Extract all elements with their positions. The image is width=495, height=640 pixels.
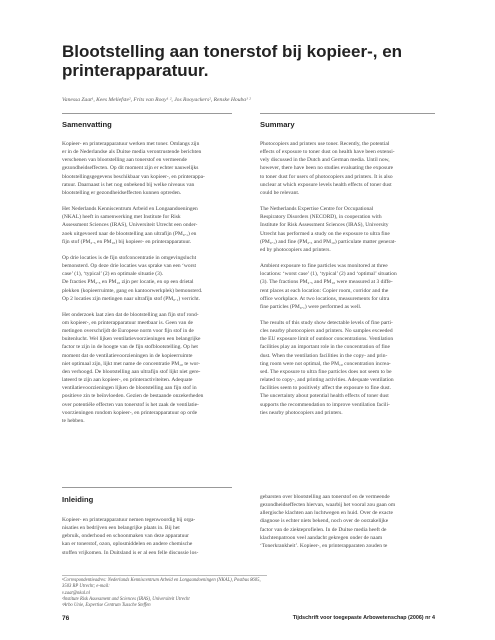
- footnotes: ¹Correspondentieadres: Nederlands Kenniscentrum Arbeid en Longaandoeningen (NKAL), Postbus 8605, 3503 RP Utrecht; e-mail: v.zaat@nkal.nl ²Institute Risk Assessment and Sciences (IRAS), Universiteit Utrecht ³Arbo Unie, Expertise Centrum Tussche Steffen: [62, 578, 261, 609]
- summary-en-column: [260, 140, 460, 425]
- summary-nl-paragraph: Het Nederlands Kenniscentrum Arbeid en Longaandoeningen (NKAL) heeft in samenwerking met Institute for Risk Assessment Sciences (IRAS), Universiteit Utrecht een onder- zoek uitgevoerd naar de blootstelling aan ultrafijn (PM₀.₁) en fijn stof (PM₂.₅ en PM₁₀) bij kopieer- en printerapparatuur.: [62, 206, 198, 245]
- heading-summary: Summary: [260, 120, 295, 129]
- rule-summary-nl: [62, 113, 232, 114]
- author-line: Vanessa Zaat¹, Kees Meliefste², Frits van Rooy¹ ², Jos Rooyackers², Renske Houba¹ ²: [62, 97, 251, 103]
- summary-nl-column: [62, 140, 262, 433]
- intro-left-column: [62, 516, 262, 565]
- intro-right-column: [260, 493, 460, 558]
- article-title: Blootstelling aan tonerstof bij kopieer-, en printerapparatuur.: [62, 42, 403, 80]
- intro-paragraph: gebarsten over blootstelling aan tonerstof en de vermeende gezondheidseffecten hiervan, waarbij het vooral zou gaan om allergische klachten aan luchtwegen en huid. Over de exacte diagnose is echter niets bekend, noch over de oorzakelijke factor van de ziekteprofielen. In de Duitse media heeft de klachtenpatroon veel aandacht gekregen onder de naam ‘Tonerkrankheit’. Kopieer-, en printerapparaten zouden te: [260, 494, 396, 549]
- footnote-rule: [62, 575, 267, 576]
- top-band: [0, 0, 495, 14]
- heading-inleiding: Inleiding: [62, 495, 94, 504]
- summary-en-paragraph: Photocopiers and printers use toner. Recently, the potential effects of exposure to toner dust on health have been extensi- vely discussed in the Dutch and German media. Until now, however, there have been no studies evaluating the exposure to toner dust for users of photocopiers and printers. It is also unclear at which exposure levels health effects of toner dust could be relevant.: [260, 141, 395, 196]
- heading-samenvatting: Samenvatting: [62, 120, 112, 129]
- intro-paragraph: Kopieer- en printerapparatuur nemen tegenwoordig bij orga- nisaties en bedrijven een belangrijke plaats in. Bij het gebruik, onderhoud en schoonmaken van deze apparatuur kan er tonerstof, ozon, oplosmiddelen en andere chemische stoffen vrijkomen. In Duitsland is er al een felle discussie los-: [62, 517, 199, 556]
- page-number: 76: [62, 615, 70, 622]
- summary-nl-paragraph: Kopieer- en printerapparatuur werken met toner. Omlangs zijn er in de Nederlandse als Duitse media verontrustende berichten verschenen van blootstelling aan tonerstof en vermeende gezondheidseffecten. Op dit moment zijn er echter nauwelijks blootstellingsgegevens beschikbaar van kopieer-, en printerappa- ratuur. Daarnaast is het nog onbekend bij welke niveaus van blootstelling er gezondheidseffecten kunnen optreden.: [62, 141, 205, 196]
- summary-nl-paragraph: Op drie locaties is de fijn stofconcentratie in omgevingslucht bemonsterd. Op deze drie locaties was sprake van een ‘worst case’ (1), ‘typical’ (2) en optimale situatie (3). De fracties PM₂.₅ en PM₁₀ zijn per locatie, en op een drietal plekken (kopieerruimte, gang en kantoorwerkplek) bemonsterd. Op 2 locaties zijn metingen naar ultrafijn stof (PM₀.₁) verricht.: [62, 254, 203, 302]
- rule-inleiding: [62, 487, 232, 488]
- summary-en-paragraph: Ambient exposure to fine particles was monitored at three locations: ‘worst case’ (1), ‘typical’ (2) and ‘optimal’ situation (3). The fractions PM₂.₅ and PM₁₀ were measured at 3 diffe- rent places at each location: Copier room, corridor and the office workplace. At two locations, measurements for ultra fine particles (PM₀.₁) were performed as well.: [260, 263, 397, 310]
- journal-footer: Tijdschrift voor toegepaste Arbowetenschap (2006) nr 4: [292, 615, 435, 621]
- rule-summary-en: [260, 113, 435, 114]
- summary-nl-paragraph: Het onderzoek laat zien dat de blootstelling aan fijn stof rond- om kopieer-, en printerapparatuur meetbaar is. Geen van de metingen overschrijdt de Europese norm voor fijn stof in de buitenlucht. Wel lijken ventilatievoorzieningen een belangrijke factor te zijn in de hoogte van de fijn stofblootstelling. Op het moment dat de ventilatievoorzieningen in de kopieerruimte niet optimaal zijn, lijkt met name de concentratie PM₁₀ te wor- den verhoogd. De blootstelling aan ultrafijn stof lijkt niet gere- lateerd te zijn aan kopieer-, en printeractiviteiten. Adequate ventilatievoorzieningen lijken de blootstelling aan fijn stof in positieve zin te beïnvloeden. Gezien de bestaande onzekerheden over potentiële effecten van tonerstof is het zaak de ventilatie- voorzieningen rondom kopieer-, en printerapparatuur op orde te hebben.: [62, 311, 204, 424]
- summary-en-paragraph: The Netherlands Expertise Centre for Occupational Respiratory Disorders (NECORD), in cooperation with Institute for Risk Assessment Sciences (IRAS), University Utrecht has performed a study on the exposure to ultra fine (PM₀.₁) and fine (PM₂.₅ and PM₁₀) particulate matter generat- ed by photocopiers and printers.: [260, 206, 397, 253]
- summary-en-paragraph: The results of this study show detectable levels of fine parti- cles nearby photocopiers and printers. No samples exceeded the EU exposure limit of outdoor concentrations. Ventilation facilities play an important role in the concentration of fine dust. When the ventilation facilities in the copy- and prin- ting room were not optimal, the PM₁₀ concentration increa- sed. The exposure to ultra fine particles does not seem to be related to copy-, and printing activities. Adequate ventilation facilities seem to positively affect the exposure to fine dust. The uncertainty about potential health effects of toner dust supports the recommendation to improve ventilation facili- ties nearby photocopiers and printers.: [260, 319, 394, 416]
